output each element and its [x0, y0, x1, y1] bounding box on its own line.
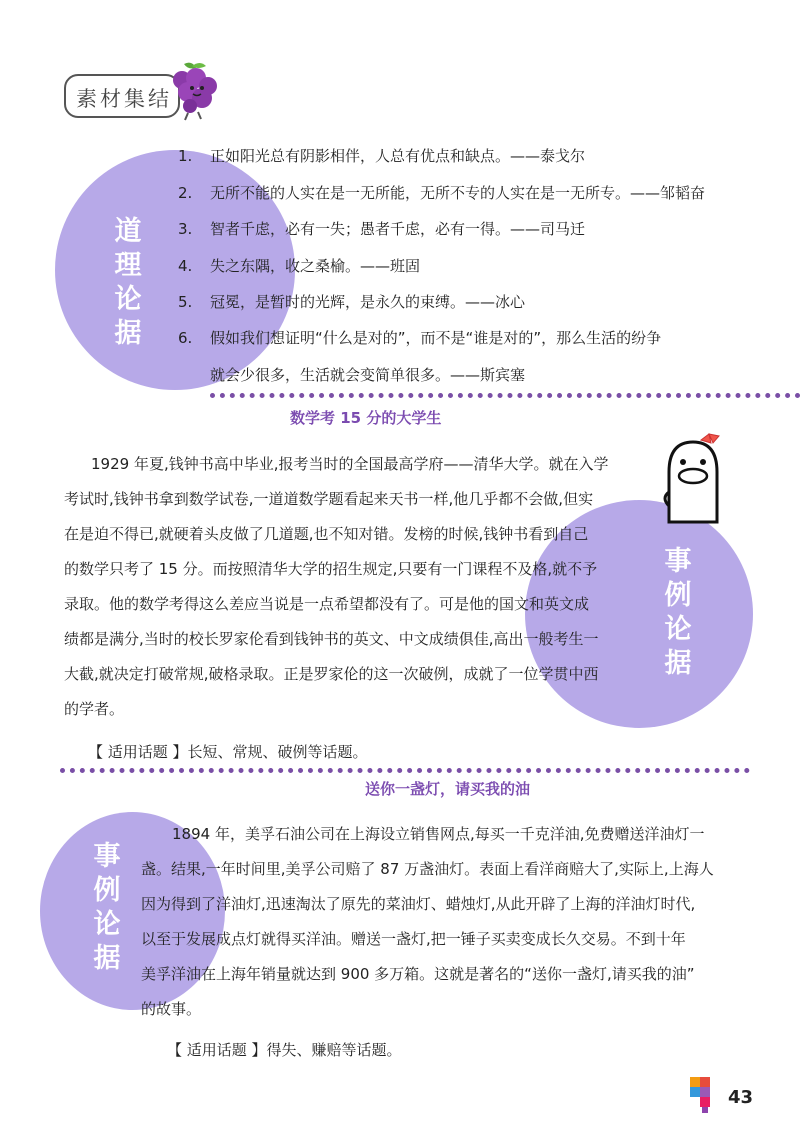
section3-paragraph: 1894 年，美孚石油公司在上海设立销售网点,每买一千克洋油,免费赠送洋油灯一 盏。结果,一年时间里,美孚公司赔了 87 万盏油灯。表面上看洋商赔大了,实际上,上海人 因为得到了洋油灯,迅速淘汰了原先的菜油灯、蜡烛灯,从此开辟了上海的洋油灯时代, 以至于发展成点灯就得买洋油。赠送一盏灯,把一锤子买卖变成长久交易。不到十年 美孚洋油在上海年销量就达到 900 多万箱。这就是著名的“送你一盏灯,请买我的油” 的故事。	[141, 825, 714, 1018]
chick-mascot-icon	[657, 432, 721, 524]
quote-item: 1. 正如阳光总有阴影相伴，人总有优点和缺点。——泰戈尔	[178, 147, 586, 165]
section2-topic: 【 适用话题 】长短、常规、破例等话题。	[88, 743, 368, 761]
quote-item: 2. 无所不能的人实在是一无所能，无所不专的人实在是一无所专。——邹韬奋	[178, 184, 706, 202]
quote-item: 3. 智者千虑，必有一失；愚者千虑，必有一得。——司马迁	[178, 220, 586, 238]
puzzle-logo-icon	[690, 1077, 720, 1115]
section2-label: 事 例 论 据	[664, 546, 692, 679]
section2-title: 数学考 15 分的大学生	[290, 409, 442, 427]
quote-item: 5. 冠冕，是暂时的光辉，是永久的束缚。——冰心	[178, 293, 526, 311]
section3-title: 送你一盏灯，请买我的油	[365, 780, 531, 798]
section3-label: 事 例 论 据	[93, 841, 121, 974]
quote-item: 6. 假如我们想证明“什么是对的”，而不是“谁是对的”，那么生活的纷争	[178, 329, 662, 347]
page-number: 43	[728, 1087, 754, 1108]
quote-item-continuation: 就会少很多，生活就会变简单很多。——斯宾塞	[210, 366, 526, 384]
section2-paragraph: 1929 年夏,钱钟书高中毕业,报考当时的全国最高学府——清华大学。就在入学 考试时,钱钟书拿到数学试卷,一道道数学题看起来天书一样,他几乎都不会做,但实 在是迫不得已,就硬着头皮做了几道题,也不知对错。发榜的时候,钱钟书看到自己 的数学只考了 15 分。而按照清华大学的招生规定,只要有一门课程不及格,就不予 录取。他的数学考得这么差应当说是一点希望都没有了。可是他的国文和英文成 绩都是满分,当时的校长罗家伦看到钱钟书的英文、中文成绩俱佳,高出一般考生一 大截,就决定打破常规,破格录取。正是罗家伦的这一次破例，成就了一位学贯中西 的学者。	[64, 455, 609, 718]
header-badge-text: 素材集结	[76, 87, 172, 111]
section-divider	[210, 393, 800, 398]
section-divider	[60, 768, 750, 773]
section1-label: 道 理 论 据	[114, 216, 142, 349]
section3-topic: 【 适用话题 】得失、赚赔等话题。	[167, 1041, 402, 1059]
quote-item: 4. 失之东隅，收之桑榆。——班固	[178, 257, 421, 275]
grape-mascot-icon	[162, 58, 226, 122]
